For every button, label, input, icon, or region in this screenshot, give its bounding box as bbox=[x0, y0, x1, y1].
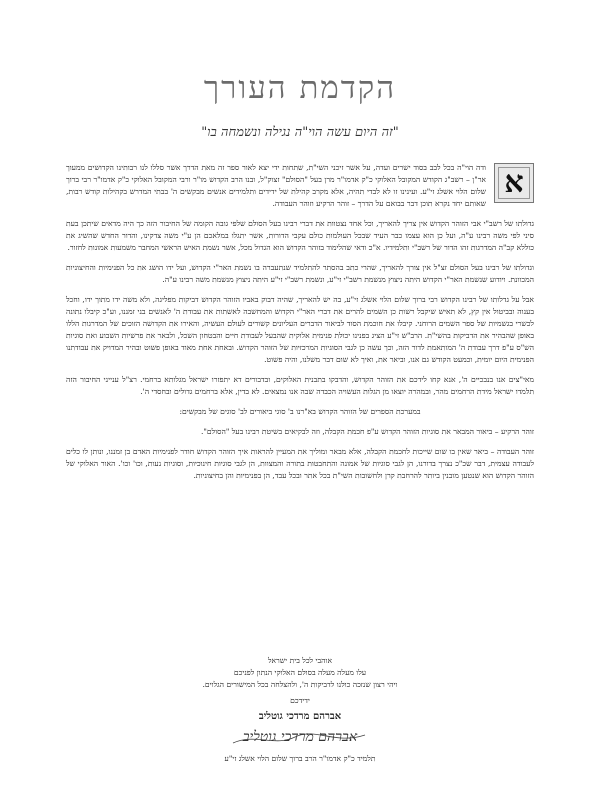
paragraph-4: אבל על גדלותו של רבינו הקדוש רבי ברוך שלום הלוי אשלג זי"ע, בה יש להאריך, שהיה דבוק באביו הזוהר הקדוש דביקות מפליגה, ולא משה ידו מתוך ידו, וחכל בענוה ובביטול אין קץ, לא תאיש שיקבל רשות כן השמים להרים את דברי האר"י הקדוש והמחשבה לאשתות את עבודת ה' לאנשים בני זמננו, וע"כ קיבלו נתונה לכשרי בגשמיות של ספר השמים הרוחני. קיבלו את חוכמת הסוד לביאור הדברים העליונים קשורים לעולם העשיה, והאירו את הקדושה הזוכים של המדרגות הללו באופן שהבהיר את הדביקות בהשי"ת. הרב"ש זי"ע הציג בפנינו יכולת פנימית אלוקית שהבעל לעבודת חיים והבטחון השכל, ולבאר את פרשיות השבוע ואת סוגיות הש"ס ע"פ דרך עבודת ה' המותאמת לדור הזה, וכך עשה כן לגבי הסוגיות המרכזיות של הזוהר הקדוש. ובאחת אחת מאוד באופן פשוט ובהיר המדויק את עבודתנו הפנימית היום יומית, וכמעט הקודש גם אנו, וביאר את, ואיך לא שום דבר משלנו, והיה פשוט. bbox=[66, 295, 534, 364]
dropcap-letter: א bbox=[504, 165, 524, 200]
handwritten-signature bbox=[225, 725, 375, 751]
dropcap-ornament bbox=[494, 163, 534, 203]
closing-line-2: עלו מעלה מעלה בסולם האלוקי הנתון לפניכם bbox=[233, 668, 367, 677]
paragraph-1 bbox=[66, 162, 534, 210]
signature-text: אברהם מרדכי גוטליב bbox=[242, 729, 358, 745]
closing-yours: ידידכם bbox=[290, 696, 310, 705]
page-title: הקדמת העורך bbox=[203, 70, 397, 106]
paragraph-3: וגדולתו של רבינו בעל הסולם זצ"ל אין צורך להאריך, שהרי כתב בהסתר להתלמיד שנתעברה בו נשמת האר"י הקדוש, ועל ידו הושג את כל הפנימיות והחיצוניות המכוונת. ויודוע שנשמת האר"י הקדוש היתה ניצוץ מנשמת רשב"י זי"ע, ונשמת רשב"י זי"ע היתה ניצוץ מנשמת משה רבינו ע"ה. bbox=[66, 263, 534, 284]
paragraph-2: גדולתו של רשב"י אבי הזוהר הקדוש אין צריך להאריך, וכל אחד נצטוות את דברי רבינו בעל הסולם שלפי גובה הקומה של החיבור הזה כך היה מדאים שיתכן בעת סיני לפי משה רבינו ע"ה, ועל כן הוא עצמו כבר העיד שבכל העולמות כולם עקבי הדורות, אשר יתגלו במלאכם הן ע"י משה צדקינו, והדור החדש שהשיג את כוללא קב"ה המדרגות זהו הדור של רשב"י ותלמידיו. א"כ ודאי שהלימוד בזוהר הקדוש הוא הגדול מכל, אשר נשמת האיש הראשי המחבר משמעות אמונות לחזור. bbox=[66, 219, 534, 252]
closing-block bbox=[0, 655, 600, 765]
paragraph-5: מאי"צים אנו בנבכיים ה', אנא קחו לידכם את הזוהר הקדוש, והדבקו בתבנית האלוקים, ובדבורים דא יתפזרו ישראל מגלותא ברחמי. רצ"ל ענייני החיבור הזה תלמדו ישראל מידת הרחמים מהר, ובמהרה יוצאו מן הגלות העשויה הכבדה שבה אנו נמצאים. לא בדין, אלא ברחמים גדולים ובחסדי ה'. bbox=[66, 375, 534, 396]
books-intro: במערכת הספרים של הזוהר הקדוש בא"רנו ב' סוגי ביאורים לב' סוגים של מבקשים: bbox=[179, 407, 421, 416]
body-text bbox=[66, 162, 534, 490]
page-subtitle: "זה היום עשה הוי"ה נגילה ונשמחה בו" bbox=[201, 125, 399, 140]
author-name: אברהם מרדכי גוטליב bbox=[258, 711, 342, 722]
closing-line-3: ויהי רצון שנזכה כולנו לדביקות ה', ולהצלחה בכל המישורים הגלוים. bbox=[202, 680, 398, 689]
paragraph-1-text: ודה הוי"ה בכל לבב בסוד ישרים ועדה, על אשר זיכני השי"ת, שתחות ידי יצא לאור ספר זה מאת הדרך אשר סללו לנו רבותינו הקדושים ממעוך אר"ן – רשב"ג הקודש המקובל האלוקי כ"ק אדמו"ר מרן בעל "הסולם" זצוק"ל, ובנו הרב הקדוש מו"ר ורבי המקובל האלוקי כ"ק אדמו"ר רבי ברוך שלום הלוי אשלג זי"ע. ועינינו זו לא לבדי תהיה, אלא מקרב קהילת של ידידים ותלמידים אנשים מבקשים ה' בבתי המדרש בקהילות קודש רבות, שאותם יחד נקרא תוכן דבר בבואם על הדרך – זוהר הרקיע וזוהר העבודה. bbox=[66, 163, 486, 208]
author-affiliation: תלמיד כ"ק אדמו"ר הרב ברוך שלום הלוי אשלג זי"ע bbox=[224, 754, 376, 763]
book-zohar-haavoda: זוהר העבודה – ביאר שאין בו שום שייכות לחכמת הקבלה, אלא מבאר ומוליך את המעיין להראות איך הזוהר הקדוש חודר לפנימיות האדם בן זמננו, ונותן לו כלים לעבודה עצמית, דבר שכ"כ נצרך בדורנו, הן לגבי סוגיות של אמונה והתחבטות בתורה והמצוות, הן לגבי סוגיות חינוכיות, וסוגיות נעות, וכו' וכו'. האור האלוקי של הזוהר הקדוש הוא שנטען מובנין ביותר להרחבת קרן ולחשובות השי"ת בכל אתר ובכל עבד, הן בפנימיות והן בחיצוניות. bbox=[66, 447, 534, 480]
book-zohar-harakia: זוהר הרקיע – ביאור המבאר את סוגיות הזוהר הקדוש ע"פ חכמת הקבלה, וזה לבקיאים בשיטת רבינו בעל "הסולם". bbox=[201, 427, 534, 436]
closing-line-1: אוהבי לכל בית ישראל bbox=[267, 656, 333, 665]
